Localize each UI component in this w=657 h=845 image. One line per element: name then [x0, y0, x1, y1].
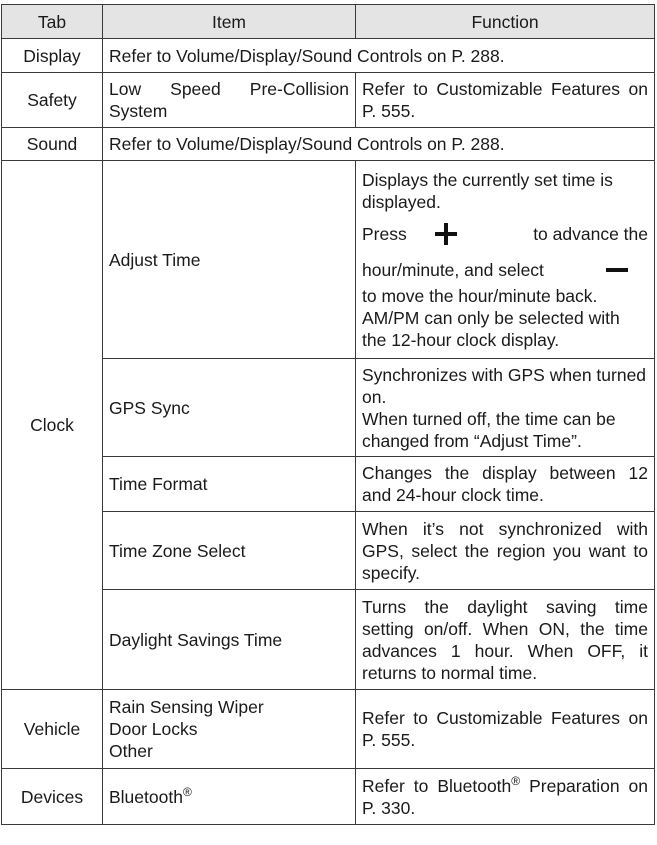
header-item: Item [103, 5, 356, 39]
devices-function [356, 769, 655, 825]
row-sound [2, 128, 655, 161]
adjust-time-back: to move the hour/minute back. [362, 285, 598, 306]
display-function: Refer to Volume/Display/Sound Controls on P. 288. [103, 39, 655, 73]
safety-item: Low Speed Pre-Collision System [103, 73, 356, 128]
vehicle-items [103, 690, 356, 769]
safety-function: Refer to Customizable Features on P. 555. [356, 73, 655, 128]
vehicle-item-rain-wiper: Rain Sensing Wiper [109, 697, 264, 717]
header-function: Function [356, 5, 655, 39]
vehicle-item-other: Other [109, 741, 153, 761]
tab-vehicle: Vehicle [2, 690, 103, 769]
tab-clock: Clock [2, 161, 103, 690]
row-vehicle [2, 690, 655, 769]
devices-function-a: Refer to Bluetooth [362, 775, 512, 796]
header-row [2, 5, 655, 39]
gps-sync-line2: When turned off, the time can be changed from “Adjust Time”. [362, 408, 616, 451]
gps-sync-item: GPS Sync [103, 359, 356, 457]
time-format-function: Changes the display between 12 and 24-hour clock time. [356, 457, 655, 512]
tab-safety: Safety [2, 73, 103, 128]
adjust-time-item: Adjust Time [103, 161, 356, 359]
row-devices [2, 769, 655, 825]
time-zone-function: When it’s not synchronized with GPS, select the region you want to specify. [356, 512, 655, 590]
devices-function-b: Preparation on P. 330. [362, 775, 648, 818]
vehicle-function: Refer to Customizable Features on P. 555. [356, 690, 655, 769]
tab-devices: Devices [2, 769, 103, 825]
hour-line [362, 255, 648, 285]
tab-display: Display [2, 39, 103, 73]
time-zone-item: Time Zone Select [103, 512, 356, 590]
tab-sound: Sound [2, 128, 103, 161]
gps-sync-line1: Synchronizes with GPS when turned on. [362, 364, 647, 407]
press-label: Press [362, 223, 407, 244]
settings-table [1, 4, 655, 825]
row-safety [2, 73, 655, 128]
bluetooth-label: Bluetooth [109, 786, 183, 807]
hour-select-label: hour/minute, and select [362, 259, 544, 280]
dst-item: Daylight Savings Time [103, 590, 356, 690]
devices-item [103, 769, 356, 825]
devices-function-reg: ® [511, 773, 521, 788]
header-tab: Tab [2, 5, 103, 39]
row-clock-adjust [2, 161, 655, 359]
plus-icon [435, 223, 457, 245]
to-advance-label: to advance the [533, 223, 648, 244]
press-line [362, 213, 648, 255]
gps-sync-function [356, 359, 655, 457]
time-format-item: Time Format [103, 457, 356, 512]
dst-function: Turns the daylight saving time setting on/off. When ON, the time advances 1 hour. When OFF, it returns to normal time. [356, 590, 655, 690]
adjust-time-line1: Displays the currently set time is displayed. [362, 169, 613, 212]
sound-function: Refer to Volume/Display/Sound Controls on P. 288. [103, 128, 655, 161]
registered-mark: ® [182, 784, 192, 799]
adjust-time-function [356, 161, 655, 359]
vehicle-item-door-locks: Door Locks [109, 719, 198, 739]
adjust-time-ampm: AM/PM can only be selected with the 12-hour clock display. [362, 307, 620, 350]
row-display [2, 39, 655, 73]
minus-icon [606, 259, 628, 281]
